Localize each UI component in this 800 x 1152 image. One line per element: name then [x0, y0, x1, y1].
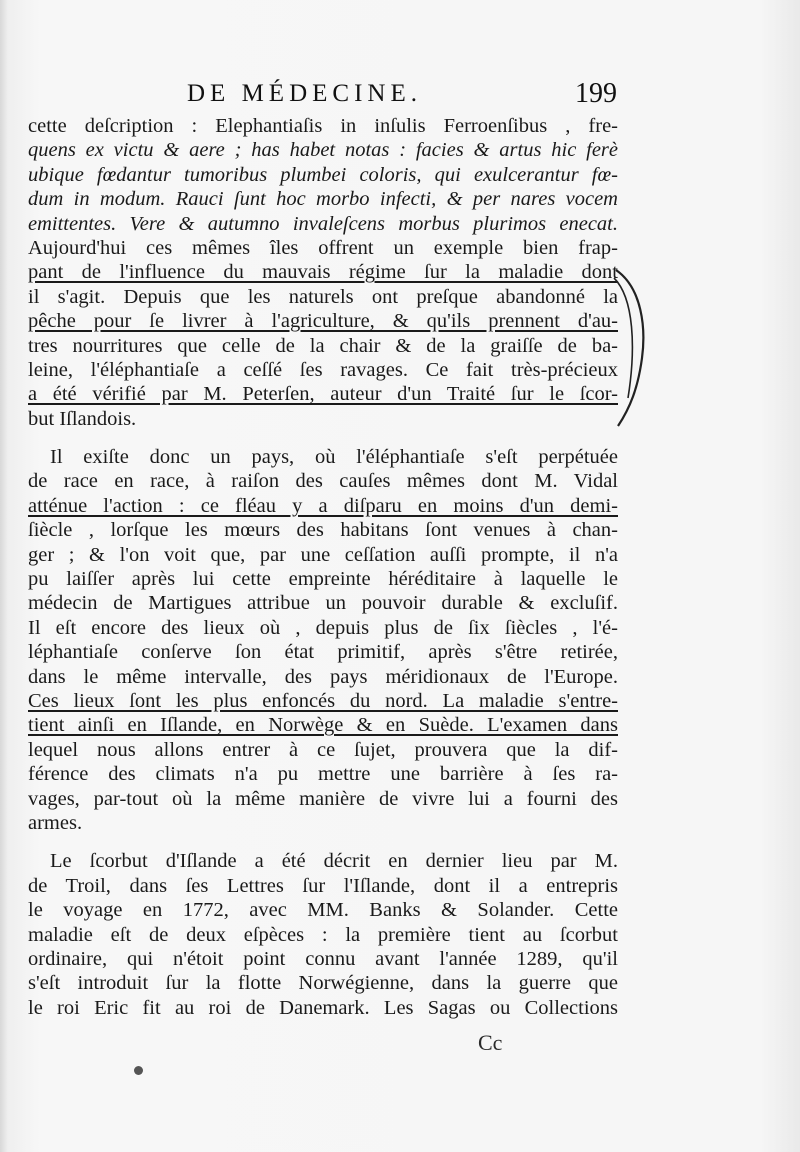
text-line: lequel nous allons entrer à ce ſujet, prouvera que la dif-: [28, 738, 618, 761]
paragraph-1: [28, 114, 618, 431]
body-text: [28, 114, 618, 1020]
text-line: tient ainſi en Iſlande, en Norwège & en Suède. L'examen dans: [28, 714, 618, 737]
text-line: Il eſt encore des lieux où , depuis plus de ſix ſiècles , l'é-: [28, 616, 618, 639]
text-line: pant de l'influence du mauvais régime ſur la maladie dont: [28, 261, 618, 284]
text-line: armes.: [28, 811, 83, 834]
text-line: Ces lieux ſont les plus enfoncés du nord. La maladie s'entre-: [28, 689, 618, 712]
text-line: de Troil, dans ſes Lettres ſur l'Iſlande, dont il a entrepris: [28, 874, 618, 897]
text-line: ordinaire, qui n'étoit point connu avant l'année 1289, qu'il: [28, 947, 618, 970]
text-line: leine, l'éléphantiaſe a ceſſé ſes ravages. Ce fait très-précieux: [28, 358, 618, 381]
text-line: vages, par-tout où la même manière de vivre lui a fourni des: [28, 787, 618, 810]
paragraph-2: [28, 445, 618, 835]
paragraph-3: [28, 849, 618, 1020]
page-number: 199: [575, 78, 617, 109]
text-line: férence des climats n'a pu mettre une barrière à ſes ra-: [28, 763, 618, 786]
text-line: ſiècle , lorſque les mœurs des habitans ſont venues à chan-: [28, 519, 618, 542]
margin-bracket-mark: [612, 268, 652, 428]
text-line: pêche pour ſe livrer à l'agriculture, & qu'ils prennent d'au-: [28, 310, 618, 333]
text-line: emittentes. Vere & autumno invaleſcens morbus plurimos enecat.: [28, 212, 618, 235]
signature-mark: Cc: [478, 1030, 503, 1055]
text-line: s'eſt introduit ſur la flotte Norwégienne, dans la guerre que: [28, 972, 618, 995]
text-line: il s'agit. Depuis que les naturels ont preſque abandonné la: [28, 285, 618, 308]
paragraph-gap: [28, 431, 618, 445]
text-line: le roi Eric fit au roi de Danemark. Les Sagas ou Collections: [28, 996, 618, 1019]
text-line: pu laiſſer après lui cette empreinte héréditaire à laquelle le: [28, 568, 618, 591]
text-line: dum in modum. Rauci ſunt hoc morbo infecti, & per nares vocem: [28, 188, 618, 211]
text-line: ubique fœdantur tumoribus plumbei coloris, qui exulcerantur fœ-: [28, 163, 618, 186]
text-line: Aujourd'hui ces mêmes îles offrent un exemple bien frap-: [28, 236, 618, 259]
text-line: maladie eſt de deux eſpèces : la première tient au ſcorbut: [28, 923, 618, 946]
text-line: atténue l'action : ce fléau y a diſparu en moins d'un demi-: [28, 494, 618, 517]
running-title: DE MÉDECINE.: [187, 80, 422, 107]
ink-stain: [134, 1066, 143, 1075]
text-line: le voyage en 1772, avec MM. Banks & Solander. Cette: [28, 899, 618, 922]
text-line: de race en race, à raiſon des cauſes mêmes dont M. Vidal: [28, 470, 618, 493]
text-line: cette deſcription : Elephantiaſis in inſulis Ferroenſibus , fre-: [28, 115, 618, 137]
text-line: but Iſlandois.: [28, 407, 137, 430]
text-line: a été vérifié par M. Peterſen, auteur d'un Traité ſur le ſcor-: [28, 383, 618, 406]
text-line: léphantiaſe conſerve ſon état primitif, après s'être retirée,: [28, 641, 618, 664]
text-line: quens ex victu & aere ; has habet notas : facies & artus hic ferè: [28, 139, 618, 162]
text-line: médecin de Martigues attribue un pouvoir durable & excluſif.: [28, 592, 618, 615]
text-line: dans le même intervalle, des pays méridionaux de l'Europe.: [28, 665, 618, 688]
text-line: Il exiſte donc un pays, où l'éléphantiaſe s'eſt perpétuée: [50, 446, 618, 469]
text-line: ger ; & l'on voit que, par une ceſſation auſſi prompte, il n'a: [28, 543, 618, 566]
paragraph-gap: [28, 835, 618, 849]
text-line: Le ſcorbut d'Iſlande a été décrit en dernier lieu par M.: [50, 850, 618, 873]
text-line: tres nourritures que celle de la chair & de la graiſſe de ba-: [28, 334, 618, 357]
